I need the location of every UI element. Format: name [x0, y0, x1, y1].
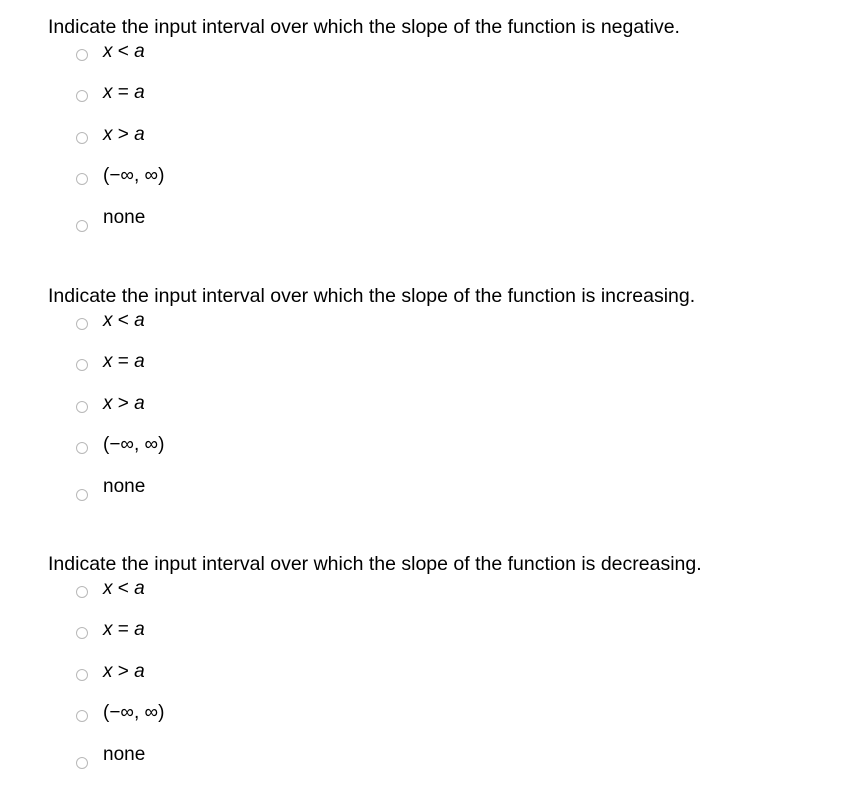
radio-button[interactable] — [76, 489, 88, 501]
answer-option[interactable] — [48, 198, 838, 240]
radio-button[interactable] — [76, 586, 88, 598]
question-1 — [48, 14, 838, 239]
answer-option[interactable] — [48, 40, 838, 73]
answer-option[interactable] — [48, 115, 838, 157]
radio-button[interactable] — [76, 710, 88, 722]
answer-option[interactable] — [48, 156, 838, 198]
radio-button[interactable] — [76, 220, 88, 232]
answer-option-label: none — [103, 743, 146, 765]
answer-option-label: x < a — [103, 578, 145, 599]
answer-option-label: x < a — [103, 41, 145, 62]
answer-option[interactable] — [48, 384, 838, 426]
question-prompt: Indicate the input interval over which the slope of the function is negative. — [48, 16, 680, 38]
radio-button[interactable] — [76, 359, 88, 371]
answer-option[interactable] — [48, 693, 838, 735]
answer-options — [48, 309, 838, 508]
question-prompt: Indicate the input interval over which the slope of the function is decreasing. — [48, 553, 702, 575]
radio-button[interactable] — [76, 757, 88, 769]
answer-option-label: (−∞, ∞) — [103, 434, 165, 455]
answer-option-label: x = a — [103, 619, 145, 640]
answer-option-label: x = a — [103, 82, 145, 103]
answer-option[interactable] — [48, 425, 838, 467]
radio-button[interactable] — [76, 401, 88, 413]
radio-button[interactable] — [76, 132, 88, 144]
answer-option[interactable] — [48, 577, 838, 610]
question-2 — [48, 283, 838, 508]
radio-button[interactable] — [76, 90, 88, 102]
answer-option[interactable] — [48, 342, 838, 384]
radio-button[interactable] — [76, 669, 88, 681]
radio-button[interactable] — [76, 627, 88, 639]
answer-option-label: none — [103, 475, 146, 497]
answer-option[interactable] — [48, 735, 838, 777]
answer-option-label: none — [103, 206, 146, 228]
answer-option-label: x > a — [103, 123, 145, 145]
question-prompt: Indicate the input interval over which the slope of the function is increasing. — [48, 285, 696, 307]
question-3 — [48, 551, 838, 776]
radio-button[interactable] — [76, 173, 88, 185]
answer-option[interactable] — [48, 652, 838, 694]
radio-button[interactable] — [76, 442, 88, 454]
answer-option[interactable] — [48, 467, 838, 509]
radio-button[interactable] — [76, 49, 88, 61]
answer-options — [48, 40, 838, 239]
radio-button[interactable] — [76, 318, 88, 330]
answer-option[interactable] — [48, 309, 838, 342]
answer-options — [48, 577, 838, 776]
answer-option-label: x > a — [103, 660, 145, 682]
answer-option-label: x > a — [103, 392, 145, 414]
answer-option[interactable] — [48, 610, 838, 652]
answer-option-label: x = a — [103, 351, 145, 372]
answer-option-label: (−∞, ∞) — [103, 702, 165, 723]
answer-option[interactable] — [48, 73, 838, 115]
answer-option-label: x < a — [103, 310, 145, 331]
answer-option-label: (−∞, ∞) — [103, 165, 165, 186]
